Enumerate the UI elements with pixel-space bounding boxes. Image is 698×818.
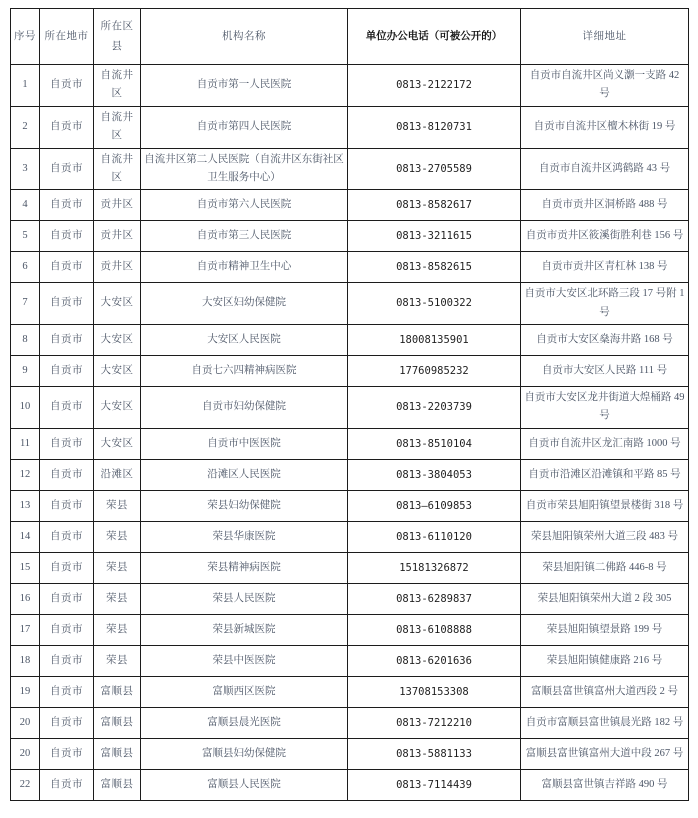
district-cell: 大安区 — [94, 356, 141, 387]
city-cell: 自贡市 — [40, 552, 94, 583]
phone-cell: 0813-8582617 — [348, 190, 521, 221]
seq-cell: 13 — [11, 490, 40, 521]
address-cell: 自贡市大安区燊海井路 168 号 — [521, 325, 689, 356]
phone-cell: 0813-5881133 — [348, 738, 521, 769]
institution-name-cell: 荣县新城医院 — [141, 614, 348, 645]
phone-cell: 0813-2705589 — [348, 148, 521, 190]
district-cell: 富顺县 — [94, 676, 141, 707]
address-cell: 荣县旭阳镇望景路 199 号 — [521, 614, 689, 645]
table-row — [11, 676, 689, 707]
phone-cell: 17760985232 — [348, 356, 521, 387]
institution-name-cell: 自贡市第三人民医院 — [141, 221, 348, 252]
city-cell: 自贡市 — [40, 738, 94, 769]
district-cell: 荣县 — [94, 552, 141, 583]
seq-cell: 16 — [11, 583, 40, 614]
seq-cell: 20 — [11, 738, 40, 769]
table-row — [11, 252, 689, 283]
seq-cell: 15 — [11, 552, 40, 583]
header-phone: 单位办公电话（可被公开的） — [348, 9, 521, 65]
seq-cell: 11 — [11, 428, 40, 459]
institution-name-cell: 沿滩区人民医院 — [141, 459, 348, 490]
seq-cell: 10 — [11, 387, 40, 429]
address-cell: 自贡市自流井区尚义灏一支路 42 号 — [521, 65, 689, 107]
table-row — [11, 356, 689, 387]
city-cell: 自贡市 — [40, 459, 94, 490]
address-cell: 自贡市贡井区青杠林 138 号 — [521, 252, 689, 283]
seq-cell: 7 — [11, 283, 40, 325]
district-cell: 自流井区 — [94, 106, 141, 148]
seq-cell: 3 — [11, 148, 40, 190]
hospital-table — [10, 8, 689, 801]
address-cell: 自贡市自流井区鸿鹤路 43 号 — [521, 148, 689, 190]
phone-cell: 0813-2203739 — [348, 387, 521, 429]
city-cell: 自贡市 — [40, 65, 94, 107]
phone-cell: 0813-6110120 — [348, 521, 521, 552]
seq-cell: 17 — [11, 614, 40, 645]
seq-cell: 12 — [11, 459, 40, 490]
phone-cell: 15181326872 — [348, 552, 521, 583]
city-cell: 自贡市 — [40, 521, 94, 552]
table-row — [11, 221, 689, 252]
table-header-row — [11, 9, 689, 65]
institution-name-cell: 富顺县晨光医院 — [141, 707, 348, 738]
phone-cell: 0813-7114439 — [348, 769, 521, 800]
address-cell: 自贡市富顺县富世镇晨光路 182 号 — [521, 707, 689, 738]
phone-cell: 0813-5100322 — [348, 283, 521, 325]
district-cell: 荣县 — [94, 490, 141, 521]
address-cell: 富顺县富世镇富州大道中段 267 号 — [521, 738, 689, 769]
institution-name-cell: 荣县精神病医院 — [141, 552, 348, 583]
seq-cell: 20 — [11, 707, 40, 738]
phone-cell: 18008135901 — [348, 325, 521, 356]
address-cell: 荣县旭阳镇荣州大道 2 段 305 — [521, 583, 689, 614]
seq-cell: 6 — [11, 252, 40, 283]
district-cell: 荣县 — [94, 645, 141, 676]
seq-cell: 2 — [11, 106, 40, 148]
address-cell: 富顺县富世镇富州大道西段 2 号 — [521, 676, 689, 707]
address-cell: 荣县旭阳镇二佛路 446-8 号 — [521, 552, 689, 583]
phone-cell: 0813-2122172 — [348, 65, 521, 107]
phone-cell: 0813-7212210 — [348, 707, 521, 738]
district-cell: 贡井区 — [94, 190, 141, 221]
city-cell: 自贡市 — [40, 676, 94, 707]
district-cell: 自流井区 — [94, 148, 141, 190]
table-row — [11, 148, 689, 190]
district-cell: 富顺县 — [94, 707, 141, 738]
city-cell: 自贡市 — [40, 106, 94, 148]
table-row — [11, 707, 689, 738]
table-row — [11, 583, 689, 614]
city-cell: 自贡市 — [40, 190, 94, 221]
institution-name-cell: 荣县人民医院 — [141, 583, 348, 614]
seq-cell: 1 — [11, 65, 40, 107]
district-cell: 大安区 — [94, 325, 141, 356]
seq-cell: 4 — [11, 190, 40, 221]
institution-name-cell: 自贡市第四人民医院 — [141, 106, 348, 148]
city-cell: 自贡市 — [40, 148, 94, 190]
seq-cell: 22 — [11, 769, 40, 800]
phone-cell: 0813-8120731 — [348, 106, 521, 148]
district-cell: 大安区 — [94, 428, 141, 459]
city-cell: 自贡市 — [40, 707, 94, 738]
table-row — [11, 614, 689, 645]
district-cell: 富顺县 — [94, 769, 141, 800]
phone-cell: 0813—6109853 — [348, 490, 521, 521]
city-cell: 自贡市 — [40, 645, 94, 676]
header-seq: 序号 — [11, 9, 40, 65]
header-city: 所在地市 — [40, 9, 94, 65]
institution-name-cell: 富顺县妇幼保健院 — [141, 738, 348, 769]
district-cell: 荣县 — [94, 614, 141, 645]
header-address: 详细地址 — [521, 9, 689, 65]
district-cell: 贡井区 — [94, 221, 141, 252]
seq-cell: 5 — [11, 221, 40, 252]
district-cell: 富顺县 — [94, 738, 141, 769]
district-cell: 荣县 — [94, 521, 141, 552]
district-cell: 自流井区 — [94, 65, 141, 107]
district-cell: 大安区 — [94, 283, 141, 325]
address-cell: 自贡市沿滩区沿滩镇和平路 85 号 — [521, 459, 689, 490]
table-row — [11, 459, 689, 490]
phone-cell: 0813-3804053 — [348, 459, 521, 490]
table-row — [11, 325, 689, 356]
district-cell: 贡井区 — [94, 252, 141, 283]
address-cell: 荣县旭阳镇荣州大道三段 483 号 — [521, 521, 689, 552]
table-row — [11, 65, 689, 107]
table-body — [11, 65, 689, 801]
address-cell: 自贡市自流井区檀木林街 19 号 — [521, 106, 689, 148]
header-district: 所在区县 — [94, 9, 141, 65]
institution-name-cell: 自贡市妇幼保健院 — [141, 387, 348, 429]
address-cell: 荣县旭阳镇健康路 216 号 — [521, 645, 689, 676]
address-cell: 富顺县富世镇吉祥路 490 号 — [521, 769, 689, 800]
address-cell: 自贡市贡井区筱溪街胜利巷 156 号 — [521, 221, 689, 252]
address-cell: 自贡市大安区人民路 111 号 — [521, 356, 689, 387]
table-row — [11, 521, 689, 552]
phone-cell: 0813-6108888 — [348, 614, 521, 645]
city-cell: 自贡市 — [40, 387, 94, 429]
address-cell: 自贡市自流井区龙汇南路 1000 号 — [521, 428, 689, 459]
city-cell: 自贡市 — [40, 252, 94, 283]
phone-cell: 13708153308 — [348, 676, 521, 707]
table-row — [11, 552, 689, 583]
city-cell: 自贡市 — [40, 356, 94, 387]
phone-cell: 0813-8582615 — [348, 252, 521, 283]
institution-name-cell: 自贡市中医医院 — [141, 428, 348, 459]
seq-cell: 14 — [11, 521, 40, 552]
institution-name-cell: 自流井区第二人民医院（自流井区东街社区卫生服务中心） — [141, 148, 348, 190]
table-row — [11, 645, 689, 676]
table-row — [11, 283, 689, 325]
table-row — [11, 769, 689, 800]
institution-name-cell: 荣县华康医院 — [141, 521, 348, 552]
institution-name-cell: 自贡市精神卫生中心 — [141, 252, 348, 283]
institution-name-cell: 大安区妇幼保健院 — [141, 283, 348, 325]
phone-cell: 0813-6201636 — [348, 645, 521, 676]
city-cell: 自贡市 — [40, 283, 94, 325]
table-row — [11, 428, 689, 459]
district-cell: 大安区 — [94, 387, 141, 429]
city-cell: 自贡市 — [40, 614, 94, 645]
city-cell: 自贡市 — [40, 221, 94, 252]
header-institution-name: 机构名称 — [141, 9, 348, 65]
table-row — [11, 387, 689, 429]
seq-cell: 19 — [11, 676, 40, 707]
city-cell: 自贡市 — [40, 325, 94, 356]
address-cell: 自贡市大安区龙井街道大煌桶路 49 号 — [521, 387, 689, 429]
address-cell: 自贡市大安区北环路三段 17 号附 1 号 — [521, 283, 689, 325]
institution-name-cell: 荣县中医医院 — [141, 645, 348, 676]
institution-name-cell: 大安区人民医院 — [141, 325, 348, 356]
table-row — [11, 490, 689, 521]
city-cell: 自贡市 — [40, 583, 94, 614]
seq-cell: 9 — [11, 356, 40, 387]
phone-cell: 0813-6289837 — [348, 583, 521, 614]
table-row — [11, 190, 689, 221]
district-cell: 沿滩区 — [94, 459, 141, 490]
table-row — [11, 738, 689, 769]
institution-name-cell: 自贡市第六人民医院 — [141, 190, 348, 221]
institution-name-cell: 富顺西区医院 — [141, 676, 348, 707]
institution-name-cell: 自贡七六四精神病医院 — [141, 356, 348, 387]
institution-name-cell: 富顺县人民医院 — [141, 769, 348, 800]
seq-cell: 8 — [11, 325, 40, 356]
seq-cell: 18 — [11, 645, 40, 676]
table-row — [11, 106, 689, 148]
city-cell: 自贡市 — [40, 769, 94, 800]
institution-name-cell: 自贡市第一人民医院 — [141, 65, 348, 107]
district-cell: 荣县 — [94, 583, 141, 614]
city-cell: 自贡市 — [40, 428, 94, 459]
address-cell: 自贡市荣县旭阳镇望景楼街 318 号 — [521, 490, 689, 521]
institution-name-cell: 荣县妇幼保健院 — [141, 490, 348, 521]
city-cell: 自贡市 — [40, 490, 94, 521]
phone-cell: 0813-3211615 — [348, 221, 521, 252]
phone-cell: 0813-8510104 — [348, 428, 521, 459]
address-cell: 自贡市贡井区洞桥路 488 号 — [521, 190, 689, 221]
